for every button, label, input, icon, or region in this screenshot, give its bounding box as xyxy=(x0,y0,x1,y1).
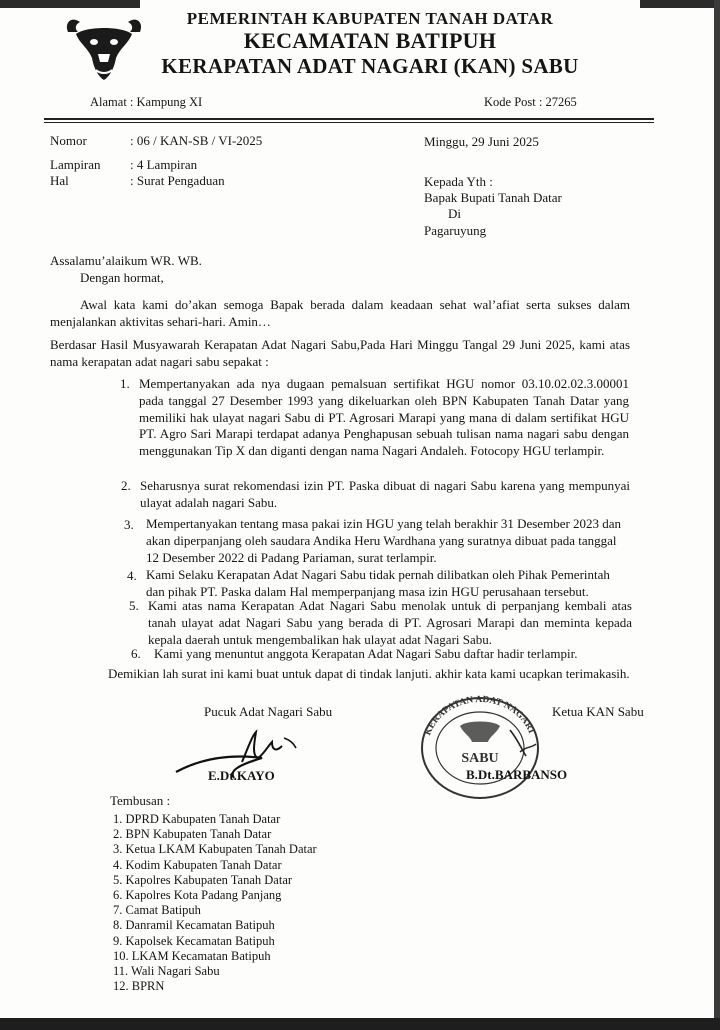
tembusan-title: Tembusan : xyxy=(110,793,171,808)
lampiran-value: : 4 Lampiran xyxy=(130,157,198,172)
list-item: 6. Kapolres Kota Padang Panjang xyxy=(113,888,282,903)
list-item: 10. LKAM Kecamatan Batipuh xyxy=(113,948,271,963)
letterhead-line-3: KERAPATAN ADAT NAGARI (KAN) SABU xyxy=(161,54,579,78)
list-item: Mempertanyakan tentang masa pakai izin HGU yang telah berakhir 31 Desember 2023 dan akan diperpanjang oleh saudara Andika Heru Wardhana yang suratnya dibuat pada tanggal 12 Desember 2022 di Padang Pariaman, surat terlampir. xyxy=(146,516,622,565)
list-item: 9. Kapolsek Kecamatan Batipuh xyxy=(113,933,275,948)
letterhead-line-2: KECAMATAN BATIPUH xyxy=(243,28,497,53)
paragraph-opening: Awal kata kami do’akan semoga Bapak berada dalam keadaan sehat wal’afiat serta sukses dalam menjalankan aktivitas sehari-hari. Amin… xyxy=(50,297,630,329)
buffalo-head-emblem-icon xyxy=(62,14,146,84)
recipient-greeting: Kepada Yth : xyxy=(424,174,493,189)
list-number: 1. xyxy=(120,376,130,391)
list-item: Kami Selaku Kerapatan Adat Nagari Sabu tidak pernah dilibatkan oleh Pihak Pemerintah dan pihak PT. Paska dalam Hal memperpanjang masa izin HGU perusahaan tersebut. xyxy=(146,567,610,599)
letterhead xyxy=(160,8,580,77)
letterhead-rule-thin xyxy=(44,122,654,123)
hal-value: : Surat Pengaduan xyxy=(130,173,225,188)
list-item: 1. DPRD Kabupaten Tanah Datar xyxy=(113,812,281,826)
lampiran-label: Lampiran xyxy=(50,157,101,172)
paragraph-closing: Demikian lah surat ini kami buat untuk dapat di tindak lanjuti. akhir kata kami ucapkan terimakasih. xyxy=(108,666,630,681)
right-signer-name: B.Dt.BARBANSO xyxy=(466,767,568,782)
list-item: 8. Danramil Kecamatan Batipuh xyxy=(113,918,275,933)
left-signer-name: E.Dt.KAYO xyxy=(208,768,275,783)
scan-edge-right xyxy=(714,0,720,1030)
stamp-ring-text: KERAPATAN ADAT NAGARI xyxy=(423,694,536,737)
list-item: 2. BPN Kabupaten Tanah Datar xyxy=(113,827,272,842)
tembusan-list xyxy=(113,812,317,994)
list-item: Kami yang menuntut anggota Kerapatan Adat Nagari Sabu daftar hadir terlampir. xyxy=(154,646,578,661)
letterhead-line-1: PEMERINTAH KABUPATEN TANAH DATAR xyxy=(186,9,554,28)
list-item: 11. Wali Nagari Sabu xyxy=(113,964,220,979)
letterhead-rule-thick xyxy=(44,118,654,120)
scan-edge-top xyxy=(0,0,720,8)
right-signer-title: Ketua KAN Sabu xyxy=(552,704,644,719)
salam: Assalamu’alaikum WR. WB. xyxy=(50,253,202,268)
nomor-label: Nomor xyxy=(50,133,87,148)
paragraph-musyawarah: Berdasar Hasil Musyawarah Kerapatan Adat Nagari Sabu,Pada Hari Minggu Tangal 29 Juni 2025, kami atas nama kerapatan adat nagari sabu sepakat : xyxy=(50,337,630,369)
list-item: Kami atas nama Kerapatan Adat Nagari Sabu menolak untuk di perpanjang kembali atas tanah ulayat adat Nagari Sabu yang berada di PT. Agrosari Marapi dan meminta kepada kepala daerah untuk mengembalikan hak ulayat adat Nagari Sabu. xyxy=(148,598,632,647)
address: Alamat : Kampung XI xyxy=(90,95,203,109)
dengan-hormat: Dengan hormat, xyxy=(80,270,164,285)
nomor-value: : 06 / KAN-SB / VI-2025 xyxy=(130,133,263,148)
stamp-center-text: SABU xyxy=(461,751,499,766)
list-number: 6. xyxy=(131,646,141,661)
recipient-di: Di xyxy=(448,206,461,221)
list-item: Mempertanyakan ada nya dugaan pemalsuan sertifikat HGU nomor 03.10.02.02.3.00001 pada tanggal 27 Desember 1993 yang dikeluarkan oleh BPN Kabupaten Tanah Datar yang memiliki hak ulayat nagari Sabu di PT. Agrosari Marapi yang mana di dalam sertifikat HGU PT. Agro Sari Marapi terdapat adanya Penghapusan sebuah tulisan nama nagari sabu dengan menggunakan Tip X dan diganti dengan nama Nagari Andaleh. Fotocopy HGU terlampir. xyxy=(139,376,629,459)
left-signer-title: Pucuk Adat Nagari Sabu xyxy=(204,704,333,719)
recipient-name: Bapak Bupati Tanah Datar xyxy=(424,190,562,205)
list-number: 3. xyxy=(124,517,134,532)
list-number: 5. xyxy=(129,598,139,613)
list-item: Seharusnya surat rekomendasi izin PT. Paska dibuat di nagari Sabu karena yang mempunyai ulayat adalah nagari Sabu. xyxy=(140,478,630,510)
list-item: 5. Kapolres Kabupaten Tanah Datar xyxy=(113,872,293,887)
recipient-place: Pagaruyung xyxy=(424,223,487,238)
list-item: 12. BPRN xyxy=(113,979,165,994)
list-item: 7. Camat Batipuh xyxy=(113,903,201,918)
letter-date: Minggu, 29 Juni 2025 xyxy=(424,134,539,149)
list-item: 4. Kodim Kabupaten Tanah Datar xyxy=(113,857,282,872)
hal-label: Hal xyxy=(50,173,69,188)
postal-code: Kode Post : 27265 xyxy=(484,95,577,109)
scan-edge-bottom xyxy=(0,1018,720,1030)
list-number: 2. xyxy=(121,478,131,493)
list-item: 3. Ketua LKAM Kabupaten Tanah Datar xyxy=(113,842,317,857)
official-stamp xyxy=(410,690,550,800)
list-number: 4. xyxy=(127,568,137,583)
